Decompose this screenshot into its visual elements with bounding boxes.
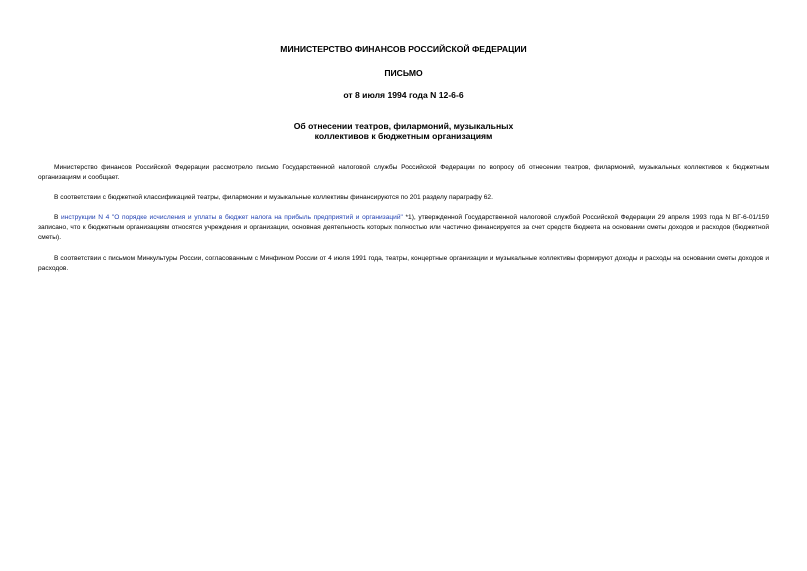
paragraph-3-suffix: *1), утвержденной Государственной налоговой службой Российской Федерации 29 апреля 1993 года N ВГ-6-01/159 записано, что к бюджетным организациям относятся учреждения и организации, основная деятельность которых полностью или частично финансируется за счет средств бюджета на основании сметы доходов и расходов (бюджетной сметы). — [38, 214, 769, 241]
paragraph-2: В соответствии с бюджетной классификацией театры, филармонии и музыкальные коллективы финансируются по 201 разделу параграфу 62. — [54, 194, 493, 201]
paragraph-3 — [38, 213, 769, 242]
document-subject — [0, 121, 807, 141]
ministry-heading: МИНИСТЕРСТВО ФИНАНСОВ РОССИЙСКОЙ ФЕДЕРАЦИИ — [280, 44, 527, 54]
date-number-heading: от 8 июля 1994 года N 12-6-6 — [343, 90, 464, 100]
paragraph-3-prefix: В — [54, 214, 62, 221]
subject-line-1: Об отнесении театров, филармоний, музыкальных — [293, 121, 514, 131]
subject-line-2: коллективов к бюджетным организациям — [314, 131, 493, 141]
instruction-link[interactable]: инструкции N 4 "О порядке исчисления и уплаты в бюджет налога на прибыль предприятий и организаций" — [61, 214, 403, 221]
paragraph-1: Министерство финансов Российской Федерации рассмотрело письмо Государственной налоговой службы Российской Федерации по вопросу об отнесении театров, филармоний, музыкальных коллективов к бюджетным организациям и сообщает. — [38, 164, 769, 181]
document-type-heading: ПИСЬМО — [384, 68, 423, 78]
paragraph-4: В соответствии с письмом Минкультуры России, согласованным с Минфином России от 4 июля 1991 года, театры, концертные организации и музыкальные коллективы формируют доходы и расходы на основании сметы доходов и расходов. — [38, 255, 769, 272]
